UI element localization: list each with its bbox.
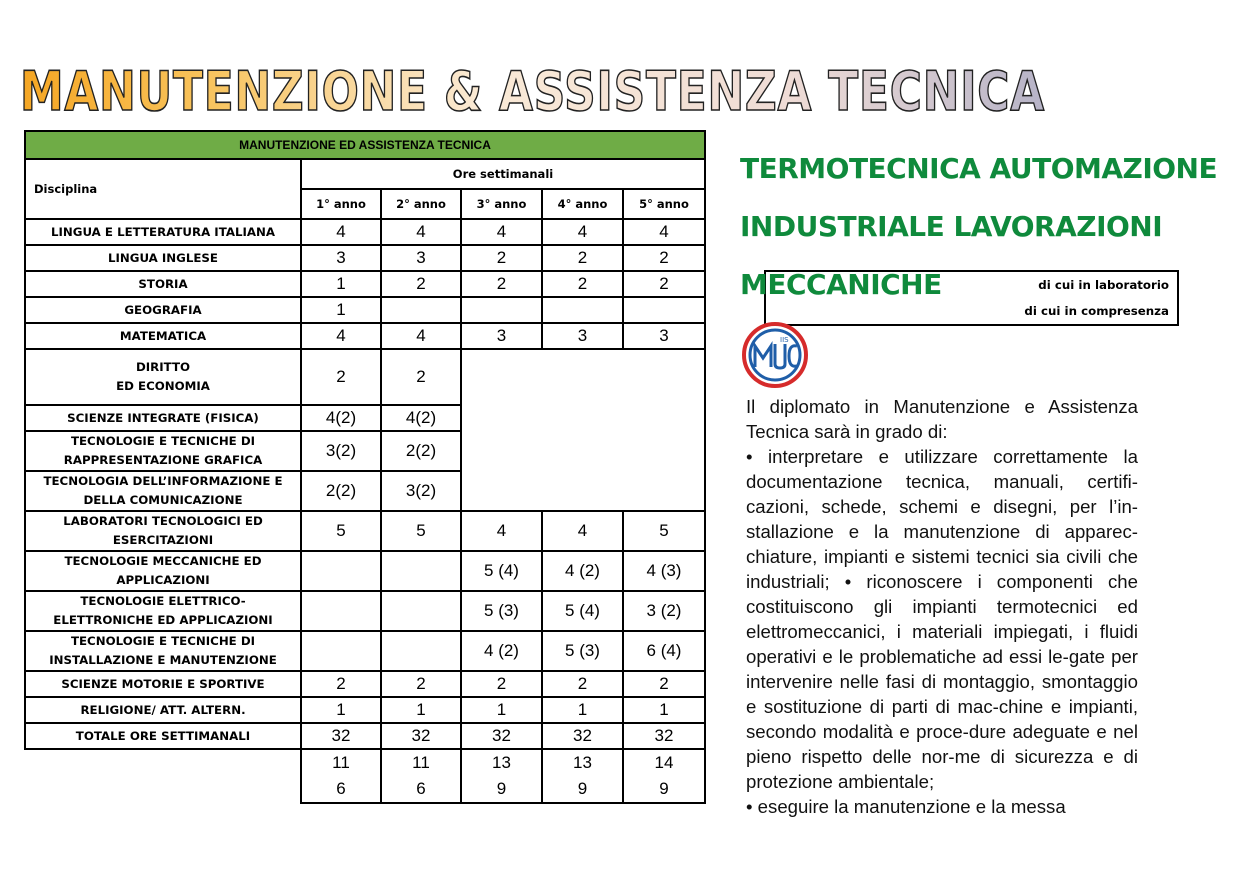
footer-cell [542,749,623,803]
table-row [25,297,705,323]
description-paragraph: Il diplomato in Manutenzione e Assistenza Tecnica sarà in grado di: • interpretare e utilizzare correttamente la documentazione tecnica, manuali, certifi-cazioni, schede, schemi e disegni, per l’in-stallazione e la manutenzione di apparec-chiature, impianti e sistemi tecnici sia civili che industriali; • riconoscere i componenti che costituiscono gli impianti termotecnici ed elettromeccanici, i materiali impiegati, i fluidi operativi e le problematiche ad essi le-gate per intervenire nelle fasi di montaggio, smontaggio e sostituzione di parti di mac-chine e impianti, secondo modalità e proce-dure adeguate e nel pieno rispetto delle nor-me di sicurezza e di protezione ambientale; • eseguire la manutenzione e la messa [746,396,1138,817]
subject-line: TECNOLOGIE E TECNICHE DI [70,434,256,448]
hours-cell: 5 [623,511,705,551]
subject-cell: TOTALE ORE SETTIMANALI [25,723,301,749]
subject-line: TECNOLOGIE E TECNICHE DI [70,634,256,648]
hours-cell [301,591,381,631]
hours-cell: 2 [301,349,381,405]
hours-cell: 4 [301,219,381,245]
hours-cell [623,297,705,323]
table-row [25,219,705,245]
course-headline [740,140,1218,314]
hours-cell: 5 (3) [542,631,623,671]
hours-cell [381,591,461,631]
table-row [25,631,705,671]
page-title [0,52,1240,132]
hours-cell: 1 [301,297,381,323]
hours-cell: 2(2) [381,431,461,471]
subject-line: TECNOLOGIE ELETTRICO- [80,594,246,608]
hours-cell [542,297,623,323]
subject-line: TECNOLOGIA DELL’INFORMAZIONE E [43,474,283,488]
hours-cell: 2 [623,671,705,697]
hours-cell: 4 (3) [623,551,705,591]
hours-cell: 1 [381,697,461,723]
hours-cell: 4 (2) [461,631,542,671]
year-header: 3° anno [461,189,542,219]
subject-line: LABORATORI TECNOLOGICI ED [63,514,263,528]
hours-cell: 1 [623,697,705,723]
lab-label: di cui in laboratorio [1038,278,1169,292]
hours-cell [381,297,461,323]
hours-cell: 32 [461,723,542,749]
hours-cell: 3 (2) [623,591,705,631]
hours-cell: 1 [461,697,542,723]
hours-cell: 2 [542,671,623,697]
hours-cell: 5 [301,511,381,551]
hours-cell: 4 [461,219,542,245]
description-text [746,394,1138,819]
hours-cell: 2 [381,671,461,697]
hours-cell: 4 (2) [542,551,623,591]
comp-hours: 6 [336,779,346,798]
footer-cell [301,749,381,803]
lab-hours: 13 [573,753,592,772]
hours-cell: 1 [542,697,623,723]
hours-cell: 4 [301,323,381,349]
hours-cell: 4 [381,323,461,349]
hours-cell: 2 [542,245,623,271]
year-header: 5° anno [623,189,705,219]
subject-cell: LINGUA INGLESE [25,245,301,271]
headline-line: INDUSTRIALE LAVORAZIONI [740,210,1163,243]
subject-line: ESERCITAZIONI [112,533,214,547]
table-row [25,551,705,591]
comp-hours: 9 [577,779,588,798]
footer-cell [623,749,705,803]
page-title-text: MANUTENZIONE & ASSISTENZA TECNICA [20,60,1045,123]
subject-line: DELLA COMUNICAZIONE [83,493,243,507]
hours-cell: 4 [623,219,705,245]
hours-cell: 5 [381,511,461,551]
comp-hours: 9 [659,779,669,798]
subject-cell: LINGUA E LETTERATURA ITALIANA [25,219,301,245]
table-row [25,511,705,551]
table-row [25,323,705,349]
lab-hours: 13 [492,753,511,772]
hours-cell: 2 [461,245,542,271]
hours-cell: 2 [461,271,542,297]
hours-cell: 5 (3) [461,591,542,631]
subject-cell [25,591,301,631]
table-row [25,671,705,697]
hours-cell: 3 [623,323,705,349]
hours-cell: 4 [542,511,623,551]
table-row [25,697,705,723]
subject-line: INSTALLAZIONE E MANUTENZIONE [49,653,277,667]
subject-line: ED ECONOMIA [116,379,210,393]
hours-cell: 4(2) [381,405,461,431]
subject-cell [25,551,301,591]
subject-cell: SCIENZE MOTORIE E SPORTIVE [25,671,301,697]
hours-cell: 32 [623,723,705,749]
subject-cell: GEOGRAFIA [25,297,301,323]
hours-cell: 32 [381,723,461,749]
comp-hours: 9 [496,779,507,798]
table-row [25,591,705,631]
hours-cell: 1 [301,271,381,297]
table-row [25,723,705,749]
hours-cell: 2 [381,271,461,297]
comp-label: di cui in compresenza [1024,304,1169,318]
subject-line: DIRITTO [135,360,191,374]
hours-cell: 3(2) [381,471,461,511]
subject-cell [25,631,301,671]
subject-cell: STORIA [25,271,301,297]
subject-cell: SCIENZE INTEGRATE (FISICA) [25,405,301,431]
hours-cell: 3 [461,323,542,349]
hours-cell: 3 [542,323,623,349]
hours-cell [381,551,461,591]
year-header: 1° anno [301,189,381,219]
subject-cell [25,431,301,471]
table-row [25,749,705,803]
hours-cell: 5 (4) [542,591,623,631]
table-header: MANUTENZIONE ED ASSISTENZA TECNICA [25,131,705,159]
headline-line: TERMOTECNICA AUTOMAZIONE [740,152,1218,185]
hours-cell: 3(2) [301,431,381,471]
subject-cell: RELIGIONE/ ATT. ALTERN. [25,697,301,723]
hours-cell [461,297,542,323]
lab-hours: 11 [412,753,430,772]
hours-cell: 5 (4) [461,551,542,591]
year-header: 4° anno [542,189,623,219]
hours-cell: 4 [381,219,461,245]
table-row [25,271,705,297]
school-logo-icon [742,322,808,388]
footer-cell [381,749,461,803]
hours-cell: 2(2) [301,471,381,511]
hours-cell: 1 [301,697,381,723]
table-row [25,349,705,405]
subject-cell [25,471,301,511]
subject-cell [25,349,301,405]
hours-cell: 4(2) [301,405,381,431]
column-header-disciplina: Disciplina [25,159,301,219]
hours-cell: 2 [461,671,542,697]
subject-line: RAPPRESENTAZIONE GRAFICA [63,453,263,467]
subject-cell [25,511,301,551]
headline-line: MECCANICHE [740,268,942,301]
hours-cell: 32 [542,723,623,749]
hours-cell: 4 [542,219,623,245]
hours-cell: 2 [301,671,381,697]
subject-line: APPLICAZIONI [116,573,210,587]
hours-cell: 32 [301,723,381,749]
hours-cell: 2 [381,349,461,405]
lab-hours: 14 [654,753,674,772]
year-header: 2° anno [381,189,461,219]
hours-cell [301,551,381,591]
hours-cell: 3 [301,245,381,271]
table-row [25,245,705,271]
hours-cell: 2 [623,271,705,297]
subject-cell: MATEMATICA [25,323,301,349]
hours-cell [301,631,381,671]
hours-cell: 6 (4) [623,631,705,671]
footer-cell [461,749,542,803]
empty-block [461,349,705,511]
comp-hours: 6 [416,779,426,798]
hours-cell: 4 [461,511,542,551]
hours-cell: 2 [623,245,705,271]
column-header-ore-settimanali: Ore settimanali [301,159,705,189]
subject-line: TECNOLOGIE MECCANICHE ED [64,554,262,568]
right-column [740,140,1218,817]
hours-cell [381,631,461,671]
lab-hours: 11 [332,753,350,772]
subject-line: ELETTRONICHE ED APPLICAZIONI [53,613,273,627]
hours-cell: 2 [542,271,623,297]
logo-text: IIS [780,336,789,344]
hours-cell: 3 [381,245,461,271]
